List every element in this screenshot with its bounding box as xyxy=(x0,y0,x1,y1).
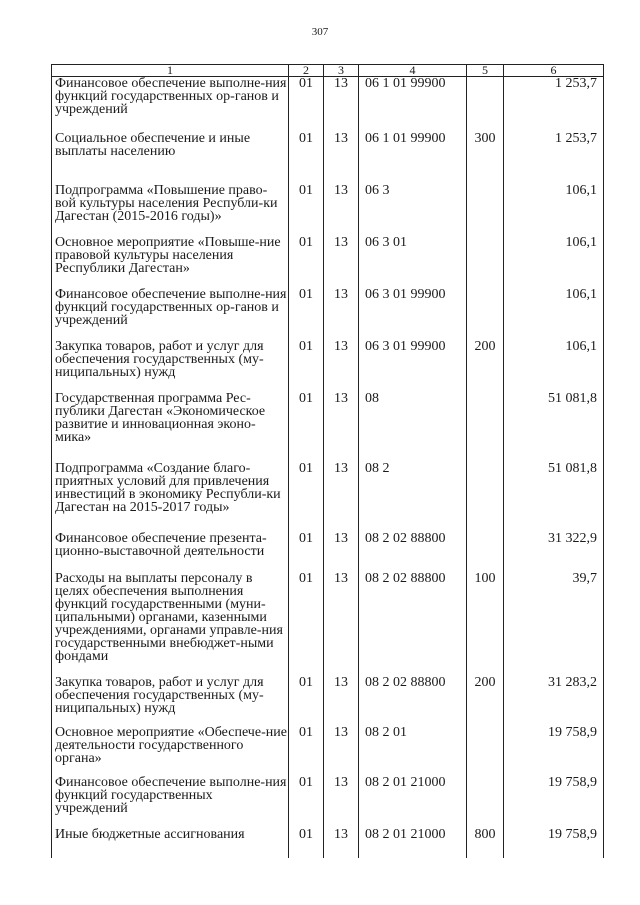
row-section-cell: 01 xyxy=(289,132,324,184)
row-subsection-cell: 13 xyxy=(324,236,359,288)
row-name-cell: Основное мероприятие «Повыше-ние правовой культуры населения Республики Дагестан» xyxy=(52,236,289,288)
row-section-cell: 01 xyxy=(289,676,324,726)
row-expense-type-cell: 200 xyxy=(467,340,504,392)
row-subsection-cell: 13 xyxy=(324,676,359,726)
column-header-5: 5 xyxy=(467,65,504,77)
row-section-cell: 01 xyxy=(289,340,324,392)
table-row xyxy=(52,676,604,726)
row-amount-cell: 106,1 xyxy=(504,236,604,288)
row-subsection-cell: 13 xyxy=(324,77,359,132)
row-section-cell: 01 xyxy=(289,726,324,776)
row-expense-type-cell: 100 xyxy=(467,572,504,676)
row-section-cell: 01 xyxy=(289,462,324,532)
row-target-code-cell: 08 2 02 88800 xyxy=(359,676,467,726)
row-subsection-cell: 13 xyxy=(324,340,359,392)
row-target-code-cell: 06 3 01 xyxy=(359,236,467,288)
row-amount-cell: 19 758,9 xyxy=(504,726,604,776)
table-row xyxy=(52,288,604,340)
row-expense-type-cell xyxy=(467,532,504,572)
row-amount-cell: 106,1 xyxy=(504,340,604,392)
row-section-cell: 01 xyxy=(289,532,324,572)
row-amount-cell: 19 758,9 xyxy=(504,828,604,858)
row-amount-cell: 51 081,8 xyxy=(504,392,604,462)
row-subsection-cell: 13 xyxy=(324,184,359,236)
table-row xyxy=(52,776,604,828)
row-section-cell: 01 xyxy=(289,572,324,676)
column-header-3: 3 xyxy=(324,65,359,77)
row-target-code-cell: 06 3 xyxy=(359,184,467,236)
row-subsection-cell: 13 xyxy=(324,132,359,184)
row-section-cell: 01 xyxy=(289,184,324,236)
row-expense-type-cell xyxy=(467,77,504,132)
row-name-cell: Государственная программа Рес-публики Дагестан «Экономическое развитие и инновационная эконо-мика» xyxy=(52,392,289,462)
row-amount-cell: 31 283,2 xyxy=(504,676,604,726)
table-body xyxy=(52,77,604,858)
row-subsection-cell: 13 xyxy=(324,572,359,676)
row-expense-type-cell xyxy=(467,288,504,340)
table-row xyxy=(52,236,604,288)
table-row xyxy=(52,132,604,184)
row-expense-type-cell xyxy=(467,184,504,236)
row-amount-cell: 106,1 xyxy=(504,288,604,340)
row-section-cell: 01 xyxy=(289,77,324,132)
row-name-cell: Закупка товаров, работ и услуг для обеспечения государственных (му-ниципальных) нужд xyxy=(52,676,289,726)
row-section-cell: 01 xyxy=(289,236,324,288)
row-amount-cell: 106,1 xyxy=(504,184,604,236)
row-subsection-cell: 13 xyxy=(324,462,359,532)
table-row xyxy=(52,184,604,236)
row-name-cell: Подпрограмма «Создание благо-приятных условий для привлечения инвестиций в экономику Республи-ки Дагестан на 2015-2017 годы» xyxy=(52,462,289,532)
row-subsection-cell: 13 xyxy=(324,288,359,340)
row-target-code-cell: 08 2 02 88800 xyxy=(359,532,467,572)
row-amount-cell: 1 253,7 xyxy=(504,132,604,184)
table-row xyxy=(52,340,604,392)
row-target-code-cell: 08 2 xyxy=(359,462,467,532)
row-name-cell: Финансовое обеспечение выполне-ния функций государственных ор-ганов и учреждений xyxy=(52,77,289,132)
row-section-cell: 01 xyxy=(289,288,324,340)
row-name-cell: Финансовое обеспечение выполне-ния функций государственных ор-ганов и учреждений xyxy=(52,288,289,340)
row-expense-type-cell xyxy=(467,776,504,828)
row-target-code-cell: 06 1 01 99900 xyxy=(359,132,467,184)
row-subsection-cell: 13 xyxy=(324,726,359,776)
row-expense-type-cell: 800 xyxy=(467,828,504,858)
header-row xyxy=(52,65,604,77)
row-amount-cell: 51 081,8 xyxy=(504,462,604,532)
row-target-code-cell: 06 3 01 99900 xyxy=(359,340,467,392)
row-name-cell: Подпрограмма «Повышение право-вой культуры населения Республи-ки Дагестан (2015-2016 годы)» xyxy=(52,184,289,236)
page-number: 307 xyxy=(311,26,329,38)
row-subsection-cell: 13 xyxy=(324,828,359,858)
table-row xyxy=(52,462,604,532)
row-expense-type-cell xyxy=(467,462,504,532)
row-expense-type-cell: 200 xyxy=(467,676,504,726)
row-subsection-cell: 13 xyxy=(324,392,359,462)
row-subsection-cell: 13 xyxy=(324,776,359,828)
column-header-4: 4 xyxy=(359,65,467,77)
row-target-code-cell: 08 2 01 xyxy=(359,726,467,776)
column-header-6: 6 xyxy=(504,65,604,77)
row-name-cell: Иные бюджетные ассигнования xyxy=(52,828,289,858)
table-row xyxy=(52,726,604,776)
budget-table xyxy=(51,64,604,858)
row-expense-type-cell: 300 xyxy=(467,132,504,184)
row-target-code-cell: 08 2 02 88800 xyxy=(359,572,467,676)
row-target-code-cell: 06 3 01 99900 xyxy=(359,288,467,340)
row-subsection-cell: 13 xyxy=(324,532,359,572)
row-amount-cell: 1 253,7 xyxy=(504,77,604,132)
row-target-code-cell: 08 2 01 21000 xyxy=(359,828,467,858)
row-expense-type-cell xyxy=(467,236,504,288)
row-section-cell: 01 xyxy=(289,776,324,828)
table-row xyxy=(52,532,604,572)
row-expense-type-cell xyxy=(467,392,504,462)
row-amount-cell: 19 758,9 xyxy=(504,776,604,828)
column-header-1: 1 xyxy=(52,65,289,77)
row-name-cell: Финансовое обеспечение презента-ционно-выставочной деятельности xyxy=(52,532,289,572)
row-name-cell: Основное мероприятие «Обеспече-ние деятельности государственного органа» xyxy=(52,726,289,776)
row-target-code-cell: 06 1 01 99900 xyxy=(359,77,467,132)
row-target-code-cell: 08 2 01 21000 xyxy=(359,776,467,828)
row-name-cell: Финансовое обеспечение выполне-ния функций государственных учреждений xyxy=(52,776,289,828)
table-row xyxy=(52,572,604,676)
table-row xyxy=(52,828,604,858)
row-amount-cell: 39,7 xyxy=(504,572,604,676)
row-expense-type-cell xyxy=(467,726,504,776)
column-header-2: 2 xyxy=(289,65,324,77)
row-section-cell: 01 xyxy=(289,828,324,858)
row-section-cell: 01 xyxy=(289,392,324,462)
row-name-cell: Закупка товаров, работ и услуг для обеспечения государственных (му-ниципальных) нужд xyxy=(52,340,289,392)
table-row xyxy=(52,77,604,132)
row-target-code-cell: 08 xyxy=(359,392,467,462)
row-name-cell: Расходы на выплаты персоналу в целях обеспечения выполнения функций государственными (муни-ципальными) органами, казенными учреждениями, органами управле-ния государственными внебюджет-ными фондами xyxy=(52,572,289,676)
row-amount-cell: 31 322,9 xyxy=(504,532,604,572)
row-name-cell: Социальное обеспечение и иные выплаты населению xyxy=(52,132,289,184)
table-row xyxy=(52,392,604,462)
